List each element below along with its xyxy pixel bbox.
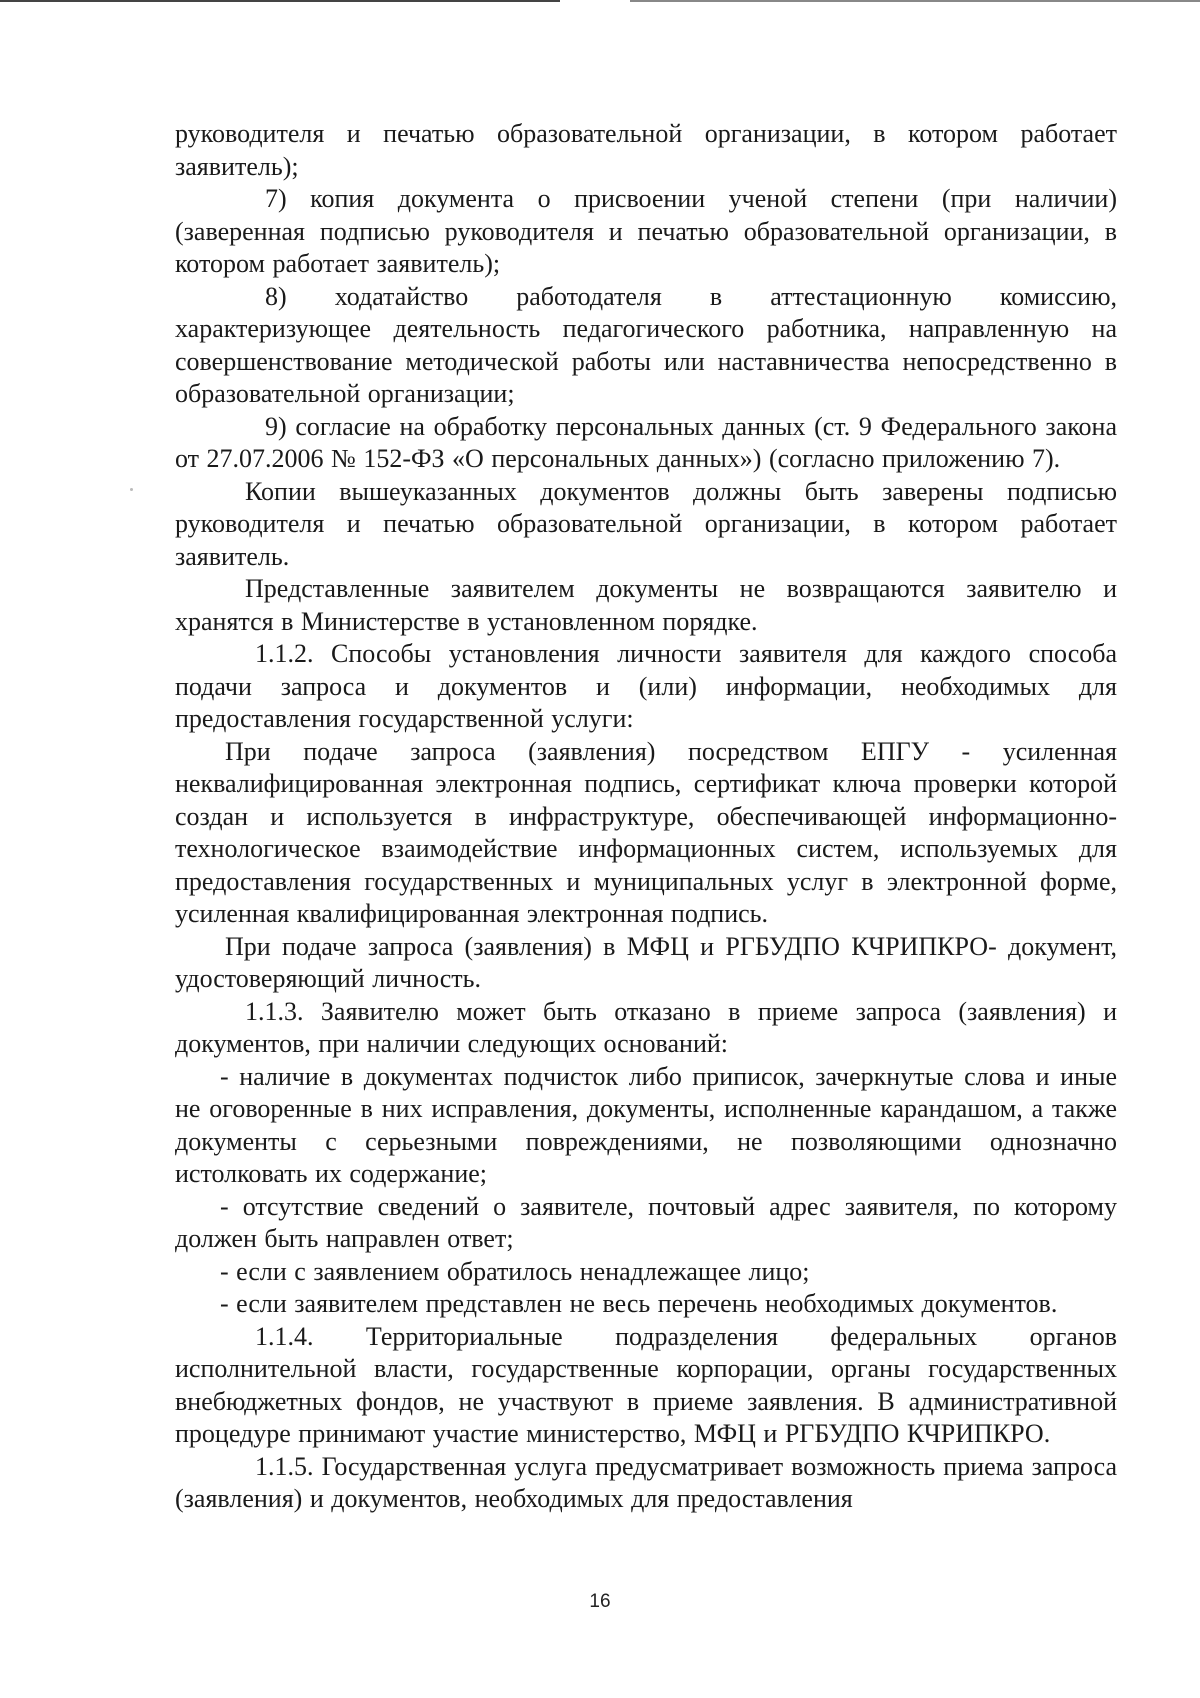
scan-speck <box>130 488 133 491</box>
section-1-1-4: 1.1.4. Территориальные подразделения федеральных органов исполнительной власти, государственные корпорации, органы государственных внебюджетных фондов, не участвуют в приеме заявления. В административной процедуре принимают участие министерство, МФЦ и РГБУДПО КЧРИПКРО. <box>175 1321 1117 1448</box>
list-item-7: 7) копия документа о присвоении ученой степени (при наличии) (заверенная подписью руководителя и печатью образовательной организации, в котором работает заявитель); <box>175 184 1117 278</box>
page-number: 16 <box>589 1591 611 1612</box>
bullet-item: - отсутствие сведений о заявителе, почтовый адрес заявителя, по которому должен быть направлен ответ; <box>175 1191 1117 1253</box>
paragraph-mfc: При подаче запроса (заявления) в МФЦ и РГБУДПО КЧРИПКРО- документ, удостоверяющий личность. <box>175 931 1117 993</box>
scan-edge-line <box>0 0 560 2</box>
document-page <box>175 118 1117 1516</box>
section-1-1-3: 1.1.3. Заявителю может быть отказано в приеме запроса (заявления) и документов, при наличии следующих оснований: <box>175 996 1117 1058</box>
list-item-9: 9) согласие на обработку персональных данных (ст. 9 Федерального закона от 27.07.2006 № 152-ФЗ «О персональных данных») (согласно приложению 7). <box>175 411 1117 473</box>
paragraph-continuation: руководителя и печатью образовательной организации, в котором работает заявитель); <box>175 119 1117 181</box>
section-1-1-5: 1.1.5. Государственная услуга предусматривает возможность приема запроса (заявления) и документов, необходимых для предоставления <box>175 1451 1117 1513</box>
paragraph-documents: Представленные заявителем документы не возвращаются заявителю и хранятся в Министерстве в установленном порядке. <box>175 574 1117 636</box>
section-1-1-2: 1.1.2. Способы установления личности заявителя для каждого способа подачи запроса и документов и (или) информации, необходимых для предоставления государственной услуги: <box>175 639 1117 733</box>
paragraph-epgu: При подаче запроса (заявления) посредством ЕПГУ - усиленная неквалифицированная электронная подпись, сертификат ключа проверки которой создан и используется в инфраструктуре, обеспечивающей информационно-технологическое взаимодействие информационных систем, используемых для предоставления государственных и муниципальных услуг в электронной форме, усиленная квалифицированная электронная подпись. <box>175 736 1117 928</box>
list-item-8: 8) ходатайство работодателя в аттестационную комиссию, характеризующее деятельность педагогического работника, направленную на совершенствование методической работы или наставничества непосредственно в образовательной организации; <box>175 281 1117 408</box>
scan-edge-line <box>630 0 1200 2</box>
bullet-item: - если заявителем представлен не весь перечень необходимых документов. <box>220 1289 1058 1318</box>
bullet-item: - если с заявлением обратилось ненадлежащее лицо; <box>220 1256 810 1286</box>
bullet-item: - наличие в документах подчисток либо приписок, зачеркнутые слова и иные не оговоренные в них исправления, документы, исполненные карандашом, а также документы с серьезными повреждениями, не позволяющими однозначно истолковать их содержание; <box>175 1061 1117 1188</box>
paragraph-copies: Копии вышеуказанных документов должны быть заверены подписью руководителя и печатью образовательной организации, в котором работает заявитель. <box>175 476 1117 571</box>
